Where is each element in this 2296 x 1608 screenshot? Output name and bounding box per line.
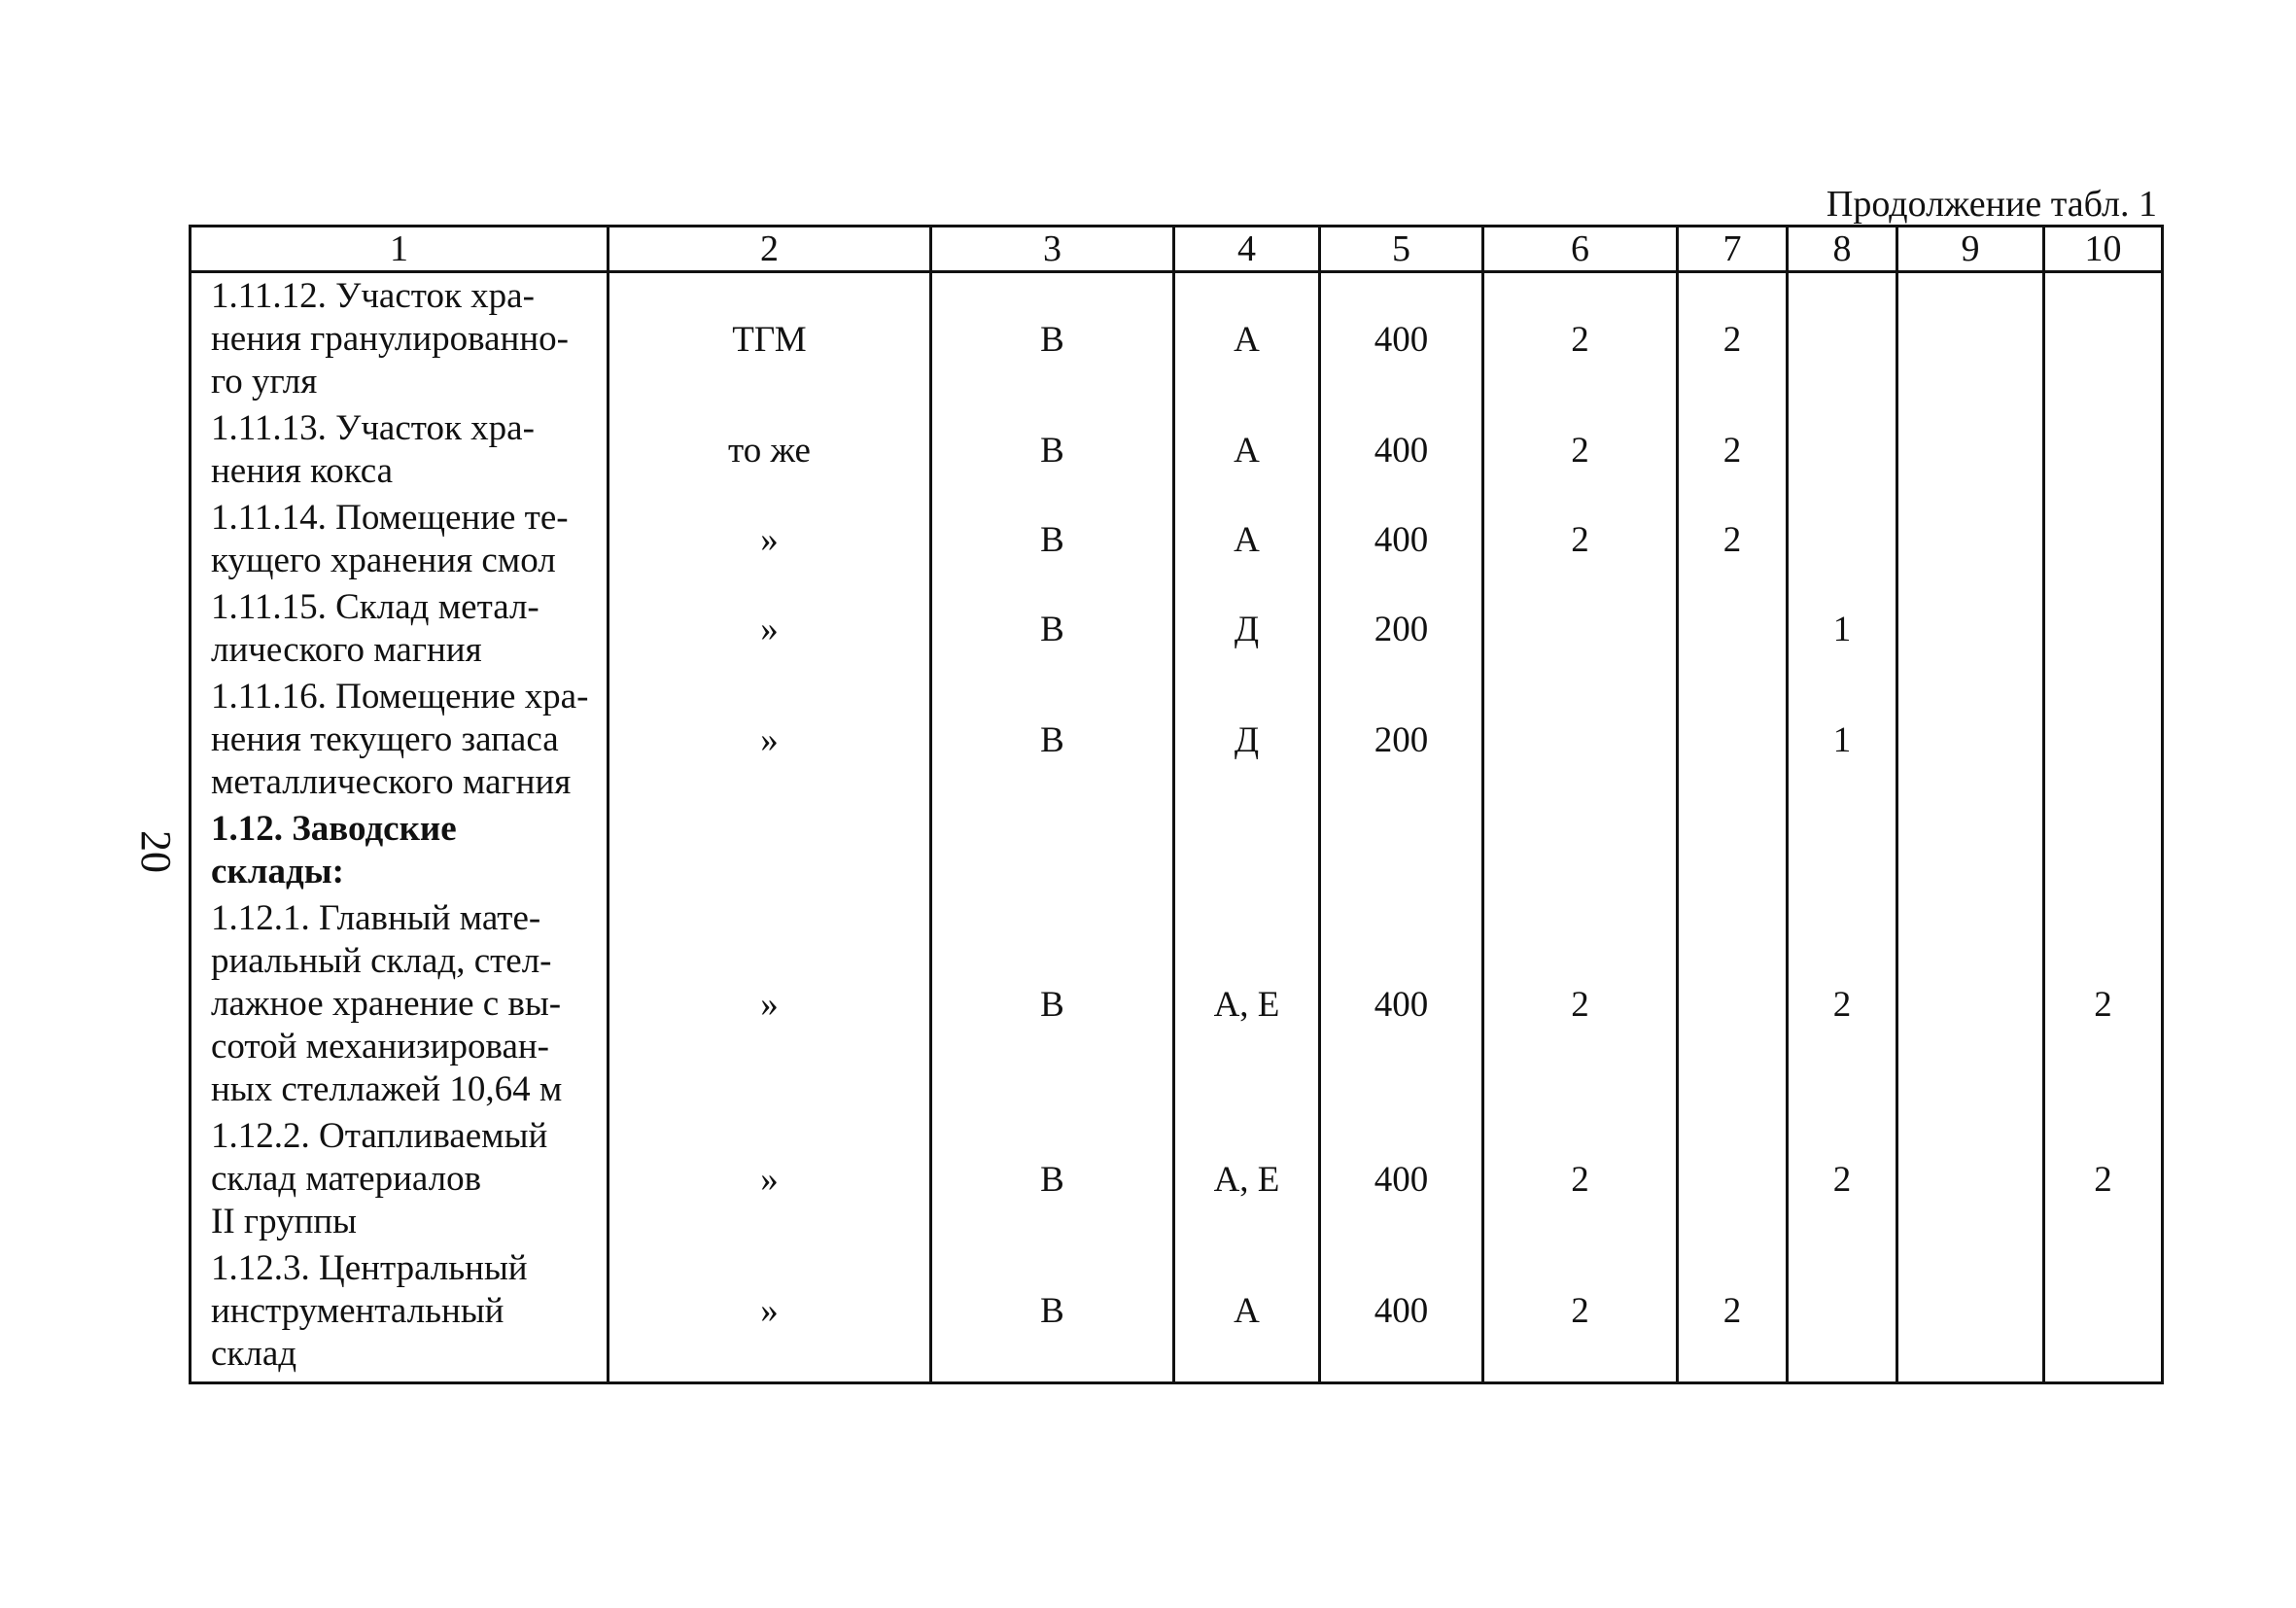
column-header: 6 xyxy=(1483,227,1678,272)
table-continuation-label: Продолжение табл. 1 xyxy=(1826,184,2157,225)
table-cell xyxy=(1897,405,2044,495)
item-name-cell: 1.11.15. Склад метал- лического магния xyxy=(191,584,609,674)
table-cell: 2 xyxy=(1678,1245,1788,1383)
item-name-cell: 1.11.13. Участок хра- нения кокса xyxy=(191,405,609,495)
table-cell xyxy=(2044,1245,2163,1383)
table-cell xyxy=(2044,806,2163,895)
item-name-cell: 1.11.16. Помещение хра- нения текущего запаса металлического магния xyxy=(191,674,609,806)
table-cell: 200 xyxy=(1320,674,1483,806)
table-cell: В xyxy=(931,674,1174,806)
column-header: 10 xyxy=(2044,227,2163,272)
table-cell: » xyxy=(609,895,931,1113)
table-row xyxy=(191,584,2163,674)
table-cell: В xyxy=(931,1245,1174,1383)
table-cell: 2 xyxy=(1483,895,1678,1113)
table-cell xyxy=(1678,584,1788,674)
table-row xyxy=(191,272,2163,406)
table-cell: 2 xyxy=(1788,895,1897,1113)
table-cell xyxy=(1788,405,1897,495)
table-cell: 2 xyxy=(1788,1113,1897,1245)
table-row xyxy=(191,674,2163,806)
table-cell: то же xyxy=(609,405,931,495)
section-heading-cell: 1.12. Заводские склады: xyxy=(191,806,609,895)
table-cell xyxy=(1897,806,2044,895)
data-table xyxy=(189,225,2164,1384)
table-cell: В xyxy=(931,405,1174,495)
table-cell: 1 xyxy=(1788,584,1897,674)
table-cell: » xyxy=(609,674,931,806)
table-cell xyxy=(1897,584,2044,674)
table-cell xyxy=(609,806,931,895)
table-cell: 400 xyxy=(1320,895,1483,1113)
table-cell: В xyxy=(931,272,1174,406)
item-name-cell: 1.12.1. Главный мате- риальный склад, стел- лажное хранение с вы- сотой механизирован- ных стеллажей 10,64 м xyxy=(191,895,609,1113)
table-cell: В xyxy=(931,584,1174,674)
table-cell xyxy=(2044,584,2163,674)
table-cell: » xyxy=(609,495,931,584)
table-cell: В xyxy=(931,1113,1174,1245)
item-name-cell: 1.11.14. Помещение те- кущего хранения смол xyxy=(191,495,609,584)
table-cell: 2 xyxy=(1483,405,1678,495)
table-cell: 400 xyxy=(1320,1245,1483,1383)
table-cell xyxy=(1788,272,1897,406)
table-cell: В xyxy=(931,495,1174,584)
table-cell: А xyxy=(1174,495,1320,584)
table-cell: Д xyxy=(1174,674,1320,806)
table-cell xyxy=(1897,272,2044,406)
table-row xyxy=(191,895,2163,1113)
column-header: 3 xyxy=(931,227,1174,272)
table-cell: В xyxy=(931,895,1174,1113)
table-cell: 1 xyxy=(1788,674,1897,806)
table-header-row xyxy=(191,227,2163,272)
table-row xyxy=(191,1113,2163,1245)
table-cell xyxy=(1320,806,1483,895)
table-cell: 2 xyxy=(2044,895,2163,1113)
table-cell xyxy=(1483,674,1678,806)
table-cell: Д xyxy=(1174,584,1320,674)
table-cell xyxy=(2044,272,2163,406)
table-cell xyxy=(1897,1245,2044,1383)
column-header: 1 xyxy=(191,227,609,272)
table-cell: 2 xyxy=(1678,272,1788,406)
column-header: 4 xyxy=(1174,227,1320,272)
table-cell: 2 xyxy=(1483,1245,1678,1383)
table-cell xyxy=(1897,895,2044,1113)
column-header: 8 xyxy=(1788,227,1897,272)
table-cell: А xyxy=(1174,405,1320,495)
table-cell xyxy=(2044,674,2163,806)
table-cell xyxy=(1678,895,1788,1113)
table-cell xyxy=(1788,1245,1897,1383)
table-cell: 400 xyxy=(1320,272,1483,406)
item-name-cell: 1.12.2. Отапливаемый склад материалов II группы xyxy=(191,1113,609,1245)
table-cell xyxy=(1174,806,1320,895)
table-cell: А, Е xyxy=(1174,1113,1320,1245)
table-cell: 400 xyxy=(1320,495,1483,584)
column-header: 2 xyxy=(609,227,931,272)
table-cell xyxy=(1897,1113,2044,1245)
table-cell: А xyxy=(1174,1245,1320,1383)
item-name-cell: 1.11.12. Участок хра- нения гранулированно- го угля xyxy=(191,272,609,406)
table-cell xyxy=(1897,674,2044,806)
table-cell xyxy=(1678,806,1788,895)
table-cell: А xyxy=(1174,272,1320,406)
table-cell xyxy=(1483,584,1678,674)
table-row xyxy=(191,405,2163,495)
column-header: 9 xyxy=(1897,227,2044,272)
table-cell xyxy=(1678,1113,1788,1245)
table-cell xyxy=(931,806,1174,895)
table-cell xyxy=(1483,806,1678,895)
table-cell: » xyxy=(609,1245,931,1383)
table-cell: А, Е xyxy=(1174,895,1320,1113)
table-cell xyxy=(2044,495,2163,584)
table-cell xyxy=(2044,405,2163,495)
table-cell: 2 xyxy=(1483,272,1678,406)
table-cell: » xyxy=(609,584,931,674)
table-cell xyxy=(1678,674,1788,806)
table-cell xyxy=(1788,806,1897,895)
table-cell: 2 xyxy=(1483,495,1678,584)
table-cell: 2 xyxy=(2044,1113,2163,1245)
table-row xyxy=(191,495,2163,584)
column-header: 5 xyxy=(1320,227,1483,272)
table-cell xyxy=(1897,495,2044,584)
table-cell: 400 xyxy=(1320,405,1483,495)
table-cell: » xyxy=(609,1113,931,1245)
table-cell: 200 xyxy=(1320,584,1483,674)
table-row xyxy=(191,1245,2163,1383)
table-cell: 2 xyxy=(1678,405,1788,495)
table-cell: 2 xyxy=(1678,495,1788,584)
table-cell xyxy=(1788,495,1897,584)
table-row-section xyxy=(191,806,2163,895)
page-number: 20 xyxy=(132,830,180,873)
item-name-cell: 1.12.3. Центральный инструментальный склад xyxy=(191,1245,609,1383)
table-cell: 2 xyxy=(1483,1113,1678,1245)
column-header: 7 xyxy=(1678,227,1788,272)
table-cell: 400 xyxy=(1320,1113,1483,1245)
table-cell: ТГМ xyxy=(609,272,931,406)
